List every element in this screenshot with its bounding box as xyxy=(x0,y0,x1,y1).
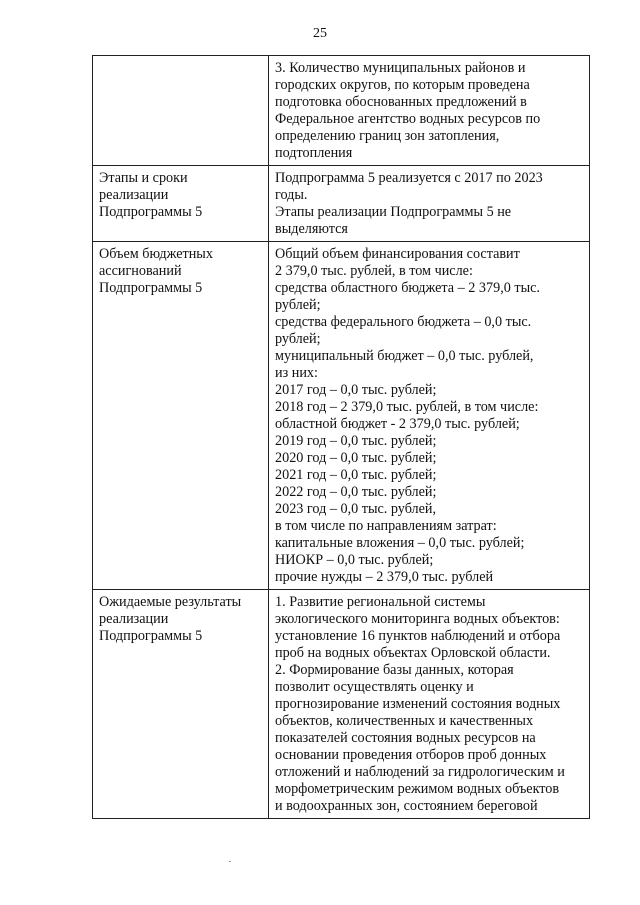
value-line: 2 379,0 тыс. рублей, в том числе: xyxy=(275,263,473,279)
value-line: определению границ зон затопления, xyxy=(275,128,500,144)
value-line: 2019 год – 0,0 тыс. рублей; xyxy=(275,433,437,449)
row-label-cell xyxy=(93,590,269,819)
label-line: Ожидаемые результаты xyxy=(99,594,242,610)
value-line: в том числе по направлениям затрат: xyxy=(275,518,497,534)
label-line: реализации xyxy=(99,611,169,627)
value-line: областной бюджет - 2 379,0 тыс. рублей; xyxy=(275,416,520,432)
row-label-cell xyxy=(93,242,269,590)
value-line: установление 16 пунктов наблюдений и отбора xyxy=(275,628,561,644)
value-line: подтопления xyxy=(275,145,353,161)
value-line: прогнозирование изменений состояния водных xyxy=(275,696,561,712)
value-line: 2020 год – 0,0 тыс. рублей; xyxy=(275,450,437,466)
value-line: из них: xyxy=(275,365,318,381)
value-line: годы. xyxy=(275,187,308,203)
label-line: Подпрограммы 5 xyxy=(99,204,203,220)
label-line: реализации xyxy=(99,187,169,203)
value-line: 3. Количество муниципальных районов и xyxy=(275,60,526,76)
row-value-cell xyxy=(269,166,590,242)
label-line: ассигнований xyxy=(99,263,182,279)
table-row xyxy=(93,56,590,166)
value-line: проб на водных объектах Орловской области. xyxy=(275,645,551,661)
value-line: Общий объем финансирования составит xyxy=(275,246,520,262)
value-line: 2022 год – 0,0 тыс. рублей; xyxy=(275,484,437,500)
value-line: капитальные вложения – 0,0 тыс. рублей; xyxy=(275,535,525,551)
row-label-cell xyxy=(93,166,269,242)
value-line: 2. Формирование базы данных, которая xyxy=(275,662,514,678)
value-line: 2021 год – 0,0 тыс. рублей; xyxy=(275,467,437,483)
value-line: и водоохранных зон, состоянием береговой xyxy=(275,798,538,814)
value-line: отложений и наблюдений за гидрологическим и xyxy=(275,764,565,780)
value-line: прочие нужды – 2 379,0 тыс. рублей xyxy=(275,569,494,585)
row-value-cell xyxy=(269,56,590,166)
value-line: 2017 год – 0,0 тыс. рублей; xyxy=(275,382,437,398)
value-line: Федеральное агентство водных ресурсов по xyxy=(275,111,541,127)
value-line: Подпрограмма 5 реализуется с 2017 по 2023 xyxy=(275,170,543,186)
value-line: морфометрическим режимом водных объектов xyxy=(275,781,560,797)
value-line: Этапы реализации Подпрограммы 5 не xyxy=(275,204,512,220)
row-value-cell xyxy=(269,242,590,590)
table-row xyxy=(93,242,590,590)
value-line: выделяются xyxy=(275,221,348,237)
value-line: основании проведения отборов проб донных xyxy=(275,747,547,763)
value-line: рублей; xyxy=(275,297,321,313)
value-line: городских округов, по которым проведена xyxy=(275,77,530,93)
value-line: НИОКР – 0,0 тыс. рублей; xyxy=(275,552,434,568)
value-line: 1. Развитие региональной системы xyxy=(275,594,486,610)
passport-table xyxy=(92,55,590,819)
label-line: Подпрограммы 5 xyxy=(99,280,203,296)
value-line: 2023 год – 0,0 тыс. рублей, xyxy=(275,501,437,517)
value-line: показателей состояния водных ресурсов на xyxy=(275,730,536,746)
value-line: средства областного бюджета – 2 379,0 тыс. xyxy=(275,280,540,296)
table-row xyxy=(93,590,590,819)
value-line: рублей; xyxy=(275,331,321,347)
value-line: позволит осуществлять оценку и xyxy=(275,679,474,695)
value-line: 2018 год – 2 379,0 тыс. рублей, в том числе: xyxy=(275,399,539,415)
value-line: муниципальный бюджет – 0,0 тыс. рублей, xyxy=(275,348,534,364)
label-line: Подпрограммы 5 xyxy=(99,628,203,644)
value-line: средства федерального бюджета – 0,0 тыс. xyxy=(275,314,532,330)
label-line: Этапы и сроки xyxy=(99,170,188,186)
value-line: подготовка обоснованных предложений в xyxy=(275,94,527,110)
row-value-cell xyxy=(269,590,590,819)
value-line: объектов, количественных и качественных xyxy=(275,713,534,729)
row-label-cell xyxy=(93,56,269,166)
table-row xyxy=(93,166,590,242)
label-line: Объем бюджетных xyxy=(99,246,213,262)
value-line: экологического мониторинга водных объектов: xyxy=(275,611,560,627)
page-mark xyxy=(229,861,231,862)
page-number: 25 xyxy=(313,26,327,41)
